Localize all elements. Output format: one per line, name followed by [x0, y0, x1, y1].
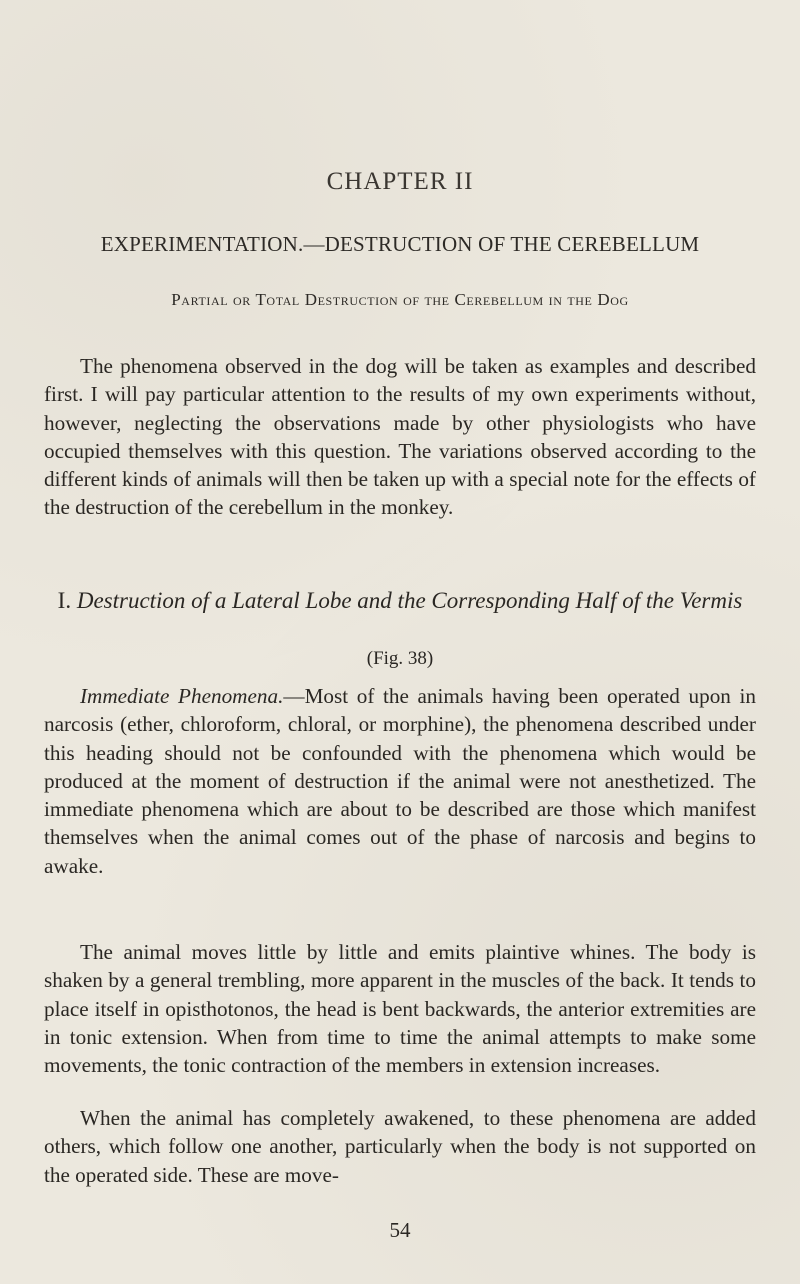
paragraph-1: The phenomena observed in the dog will be taken as examples and described first. I will pay particular attention to the results of my own experiments without, however, neglecting the observations made by other physiologists who have occupied themselves with this question. The variations observed according to the different kinds of animals will then be taken up with a special note for the effects of the destruction of the cerebellum in the monkey.	[44, 354, 756, 520]
section-title	[44, 586, 756, 616]
paragraph-2-lead: Immediate Phenomena.	[80, 684, 284, 708]
main-heading: EXPERIMENTATION.—DESTRUCTION OF THE CEREBELLUM	[100, 232, 700, 256]
sub-heading: Partial or Total Destruction of the Cerebellum in the Dog	[171, 290, 629, 309]
page-number: 54	[389, 1218, 411, 1242]
figure-reference: (Fig. 38)	[366, 648, 434, 669]
paragraph-3: The animal moves little by little and emits plaintive whines. The body is shaken by a general trembling, more apparent in the muscles of the back. It tends to place itself in opisthotonos, the head is bent backwards, the anterior extremities are in tonic extension. When from time to time the animal attempts to make some movements, the tonic contraction of the members in extension increases.	[44, 940, 756, 1078]
section-title-text: Destruction of a Lateral Lobe and the Corresponding Half of the Vermis	[76, 588, 743, 613]
paragraph-2	[44, 682, 756, 880]
paragraph-2-text: —Most of the animals having been operated upon in narcosis (ether, chloroform, chloral, or morphine), the phenomena described under this heading should not be confounded with the phenomena which would be produced at the moment of destruction if the animal were not anesthetized. The immediate phenomena which are about to be described are those which manifest themselves when the animal comes out of the phase of narcosis and begins to awake.	[44, 684, 756, 878]
section-number: I.	[57, 588, 72, 613]
chapter-label: CHAPTER II	[326, 168, 474, 195]
paragraph-4: When the animal has completely awakened, to these phenomena are added others, which follow one another, particularly when the body is not supported on the operated side. These are move-	[44, 1106, 756, 1187]
